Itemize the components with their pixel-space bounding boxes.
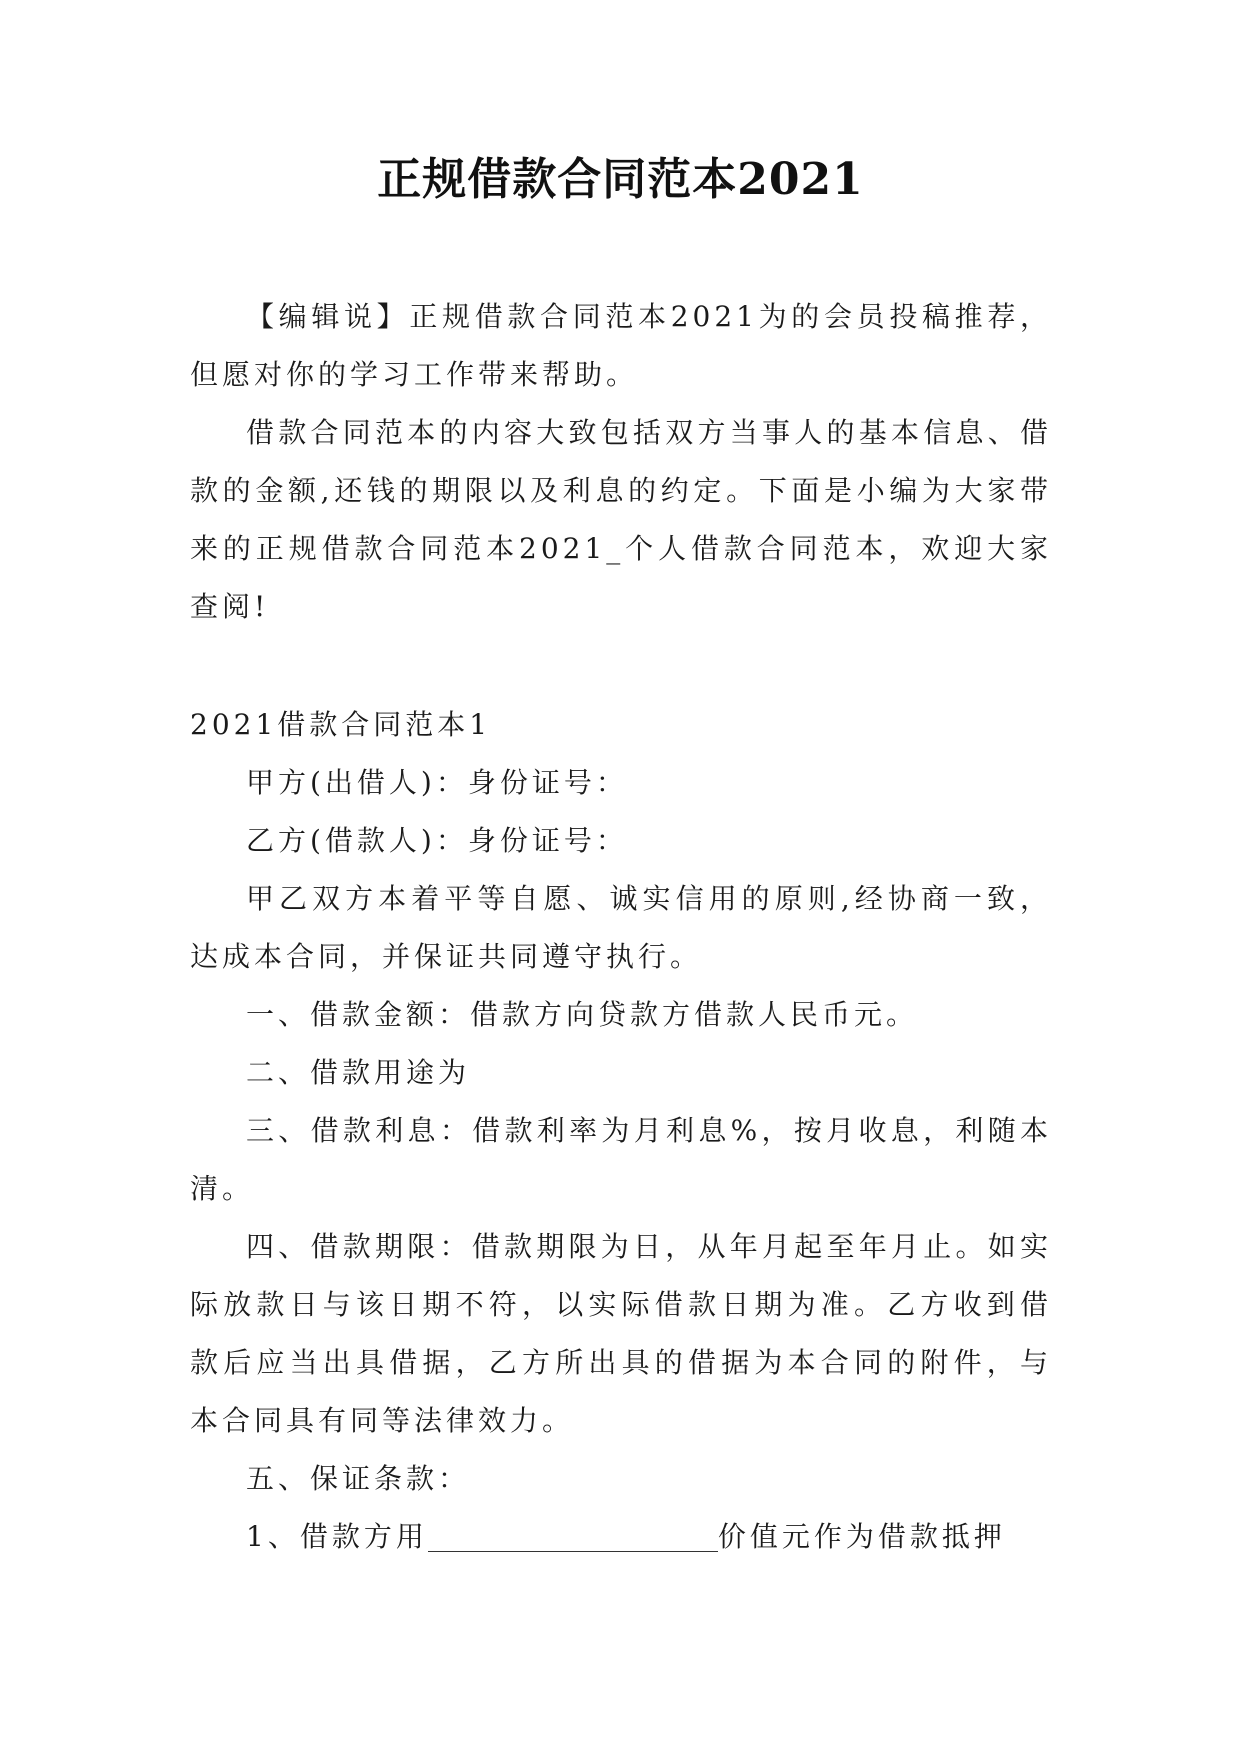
section-heading: 2021借款合同范本1 bbox=[190, 708, 492, 741]
document-body bbox=[190, 288, 1052, 1566]
spacer bbox=[190, 636, 1052, 696]
collateral-text-after: 价值元作为借款抵押 bbox=[717, 1520, 1006, 1553]
clause-loan-term: 四、借款期限：借款期限为日，从年月起至年月止。如实际放款日与该日期不符，以实际借款日期为准。乙方收到借款后应当出具借据，乙方所出具的借据为本合同的附件，与本合同具有同等法律效力。 bbox=[190, 1230, 1052, 1437]
intro-paragraph-editor-note: 【编辑说】正规借款合同范本2021为的会员投稿推荐，但愿对你的学习工作带来帮助。 bbox=[190, 300, 1052, 391]
clause-loan-amount: 一、借款金额：借款方向贷款方借款人民币元。 bbox=[246, 998, 919, 1031]
intro-paragraph-summary: 借款合同范本的内容大致包括双方当事人的基本信息、借款的金额,还钱的期限以及利息的约定。下面是小编为大家带来的正规借款合同范本2021_个人借款合同范本，欢迎大家查阅! bbox=[190, 416, 1052, 623]
document-title: 正规借款合同范本2021 bbox=[377, 154, 864, 205]
clause-party-a: 甲方(出借人)：身份证号： bbox=[246, 766, 628, 799]
blank-fill-line bbox=[428, 1523, 718, 1552]
clause-loan-interest: 三、借款利息：借款利率为月利息%，按月收息，利随本清。 bbox=[190, 1114, 1052, 1205]
clause-guarantee: 五、保证条款： bbox=[246, 1462, 471, 1495]
clause-agreement: 甲乙双方本着平等自愿、诚实信用的原则,经协商一致，达成本合同，并保证共同遵守执行。 bbox=[190, 882, 1052, 973]
clause-party-b: 乙方(借款人)：身份证号： bbox=[246, 824, 628, 857]
clause-loan-purpose: 二、借款用途为 bbox=[246, 1056, 471, 1089]
clause-collateral bbox=[190, 1508, 1052, 1566]
collateral-text-before: 1、借款方用 bbox=[246, 1520, 428, 1553]
